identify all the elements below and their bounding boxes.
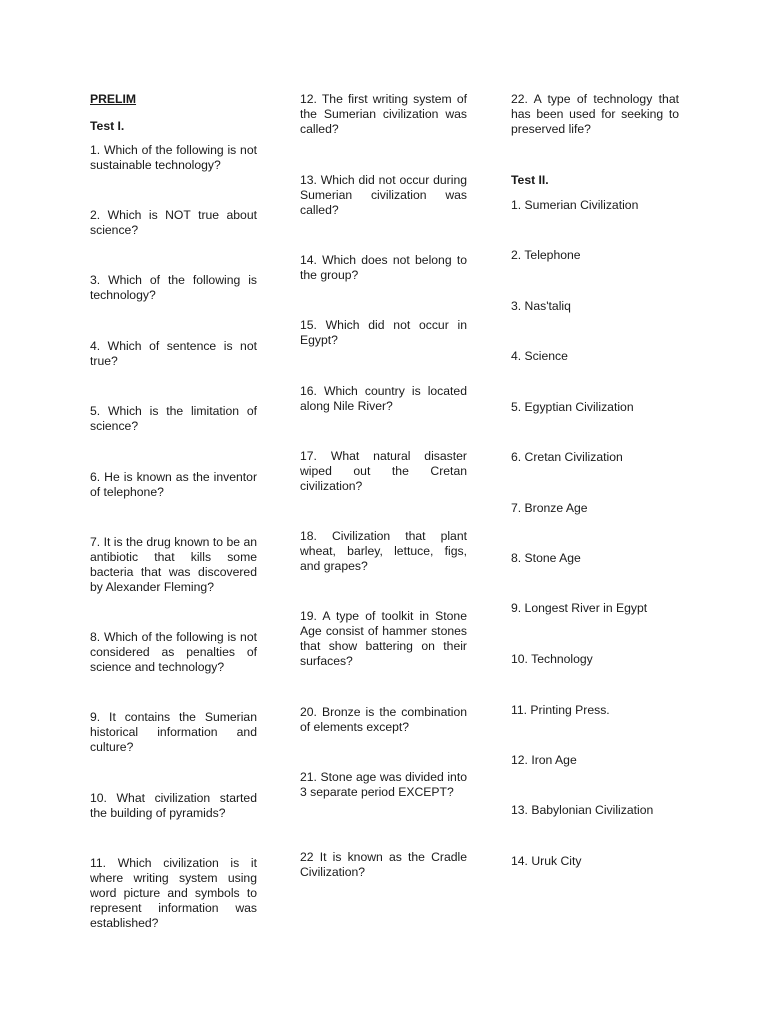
test-1-question-21: 21. Stone age was divided into 3 separate period EXCEPT? xyxy=(300,770,467,799)
test-1-question-3: 3. Which of the following is technology? xyxy=(90,273,257,302)
test-2-item-5: 5. Egyptian Civilization xyxy=(511,400,634,414)
test-2-item-2: 2. Telephone xyxy=(511,248,581,262)
test-1-question-10: 10. What civilization started the building of pyramids? xyxy=(90,791,257,820)
test-2-item-4: 4. Science xyxy=(511,349,568,363)
test-1-question-2: 2. Which is NOT true about science? xyxy=(90,208,257,237)
document-header: PRELIM xyxy=(90,92,137,106)
test-1-question-7: 7. It is the drug known to be an antibiotic that kills some bacteria that was discovered by Alexander Fleming? xyxy=(90,535,257,594)
test-1-question-22-preserved-life: 22. A type of technology that has been used for seeking to preserved life? xyxy=(511,92,679,136)
test-2-item-6: 6. Cretan Civilization xyxy=(511,450,623,464)
test-2-item-13: 13. Babylonian Civilization xyxy=(511,803,654,817)
test-2-item-3: 3. Nas'taliq xyxy=(511,299,571,313)
test-1-question-18: 18. Civilization that plant wheat, barley, lettuce, figs, and grapes? xyxy=(300,529,467,573)
test-2-heading: Test II. xyxy=(511,173,549,187)
test-1-question-13: 13. Which did not occur during Sumerian civilization was called? xyxy=(300,173,467,217)
test-2-item-8: 8. Stone Age xyxy=(511,551,581,565)
test-1-question-17: 17. What natural disaster wiped out the Cretan civilization? xyxy=(300,449,467,493)
test-1-question-4: 4. Which of sentence is not true? xyxy=(90,339,257,368)
test-1-question-11: 11. Which civilization is it where writing system using word picture and symbols to represent information was established? xyxy=(90,856,257,930)
test-1-question-19: 19. A type of toolkit in Stone Age consist of hammer stones that show battering on their surfaces? xyxy=(300,609,467,668)
test-2-item-14: 14. Uruk City xyxy=(511,854,582,868)
test-1-question-6: 6. He is known as the inventor of telephone? xyxy=(90,470,257,499)
test-1-question-12: 12. The first writing system of the Sumerian civilization was called? xyxy=(300,92,467,136)
test-1-question-8: 8. Which of the following is not considered as penalties of science and technology? xyxy=(90,630,257,674)
test-1-question-15: 15. Which did not occur in Egypt? xyxy=(300,318,467,347)
test-1-question-1: 1. Which of the following is not sustainable technology? xyxy=(90,143,257,172)
test-2-item-7: 7. Bronze Age xyxy=(511,501,588,515)
test-1-question-20: 20. Bronze is the combination of elements except? xyxy=(300,705,467,734)
test-1-question-5: 5. Which is the limitation of science? xyxy=(90,404,257,433)
test-2-item-12: 12. Iron Age xyxy=(511,753,577,767)
test-1-question-16: 16. Which country is located along Nile River? xyxy=(300,384,467,413)
test-2-item-9: 9. Longest River in Egypt xyxy=(511,601,648,615)
test-2-item-11: 11. Printing Press. xyxy=(511,703,610,717)
test-1-question-14: 14. Which does not belong to the group? xyxy=(300,253,467,282)
test-1-question-9: 9. It contains the Sumerian historical information and culture? xyxy=(90,710,257,754)
test-2-item-1: 1. Sumerian Civilization xyxy=(511,198,639,212)
test-2-item-10: 10. Technology xyxy=(511,652,593,666)
test-1-question-22-cradle: 22 It is known as the Cradle Civilization? xyxy=(300,850,467,879)
test-1-heading: Test I. xyxy=(90,119,125,133)
